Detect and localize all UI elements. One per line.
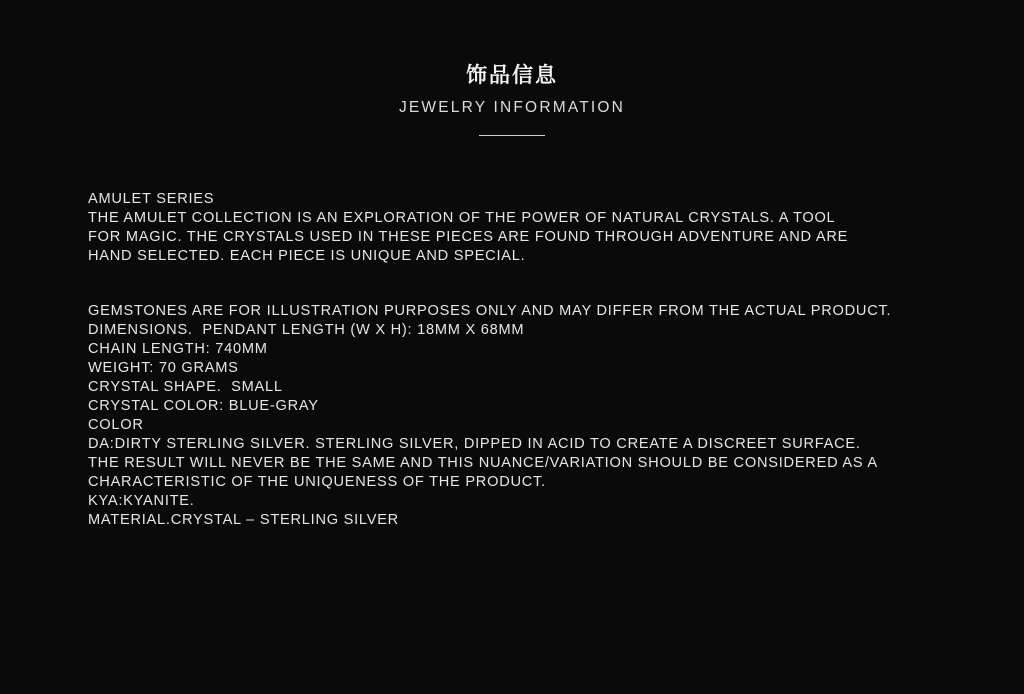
intro-line: AMULET SERIES <box>88 191 215 207</box>
spec-line: WEIGHT: 70 GRAMS <box>88 360 239 376</box>
spec-line: DIMENSIONS. PENDANT LENGTH (W X H): 18MM X 68MM <box>88 322 525 338</box>
spec-line: CRYSTAL COLOR: BLUE-GRAY <box>88 398 319 414</box>
page-title-chinese: 饰品信息 <box>466 64 558 87</box>
page-title-english: JEWELRY INFORMATION <box>398 99 626 117</box>
spec-line: CRYSTAL SHAPE. SMALL <box>88 379 283 395</box>
intro-line: THE AMULET COLLECTION IS AN EXPLORATION OF THE POWER OF NATURAL CRYSTALS. A TOOL <box>88 210 836 226</box>
title-divider <box>479 135 545 136</box>
intro-line: HAND SELECTED. EACH PIECE IS UNIQUE AND SPECIAL. <box>88 248 526 264</box>
spec-line: CHAIN LENGTH: 740MM <box>88 341 268 357</box>
spec-line: DA:DIRTY STERLING SILVER. STERLING SILVER, DIPPED IN ACID TO CREATE A DISCREET SURFACE. <box>88 436 861 452</box>
spec-line: COLOR <box>88 417 144 433</box>
specifications-paragraph <box>88 302 954 530</box>
spec-line: KYA:KYANITE. <box>88 493 195 509</box>
spec-line: GEMSTONES ARE FOR ILLUSTRATION PURPOSES ONLY AND MAY DIFFER FROM THE ACTUAL PRODUCT. <box>88 303 892 319</box>
intro-paragraph <box>88 190 954 266</box>
spec-line: CHARACTERISTIC OF THE UNIQUENESS OF THE PRODUCT. <box>88 474 546 490</box>
spec-line: MATERIAL.CRYSTAL – STERLING SILVER <box>88 512 399 528</box>
intro-line: FOR MAGIC. THE CRYSTALS USED IN THESE PIECES ARE FOUND THROUGH ADVENTURE AND ARE <box>88 229 849 245</box>
spec-line: THE RESULT WILL NEVER BE THE SAME AND THIS NUANCE/VARIATION SHOULD BE CONSIDERED AS A <box>88 455 878 471</box>
page-header <box>0 0 1024 136</box>
